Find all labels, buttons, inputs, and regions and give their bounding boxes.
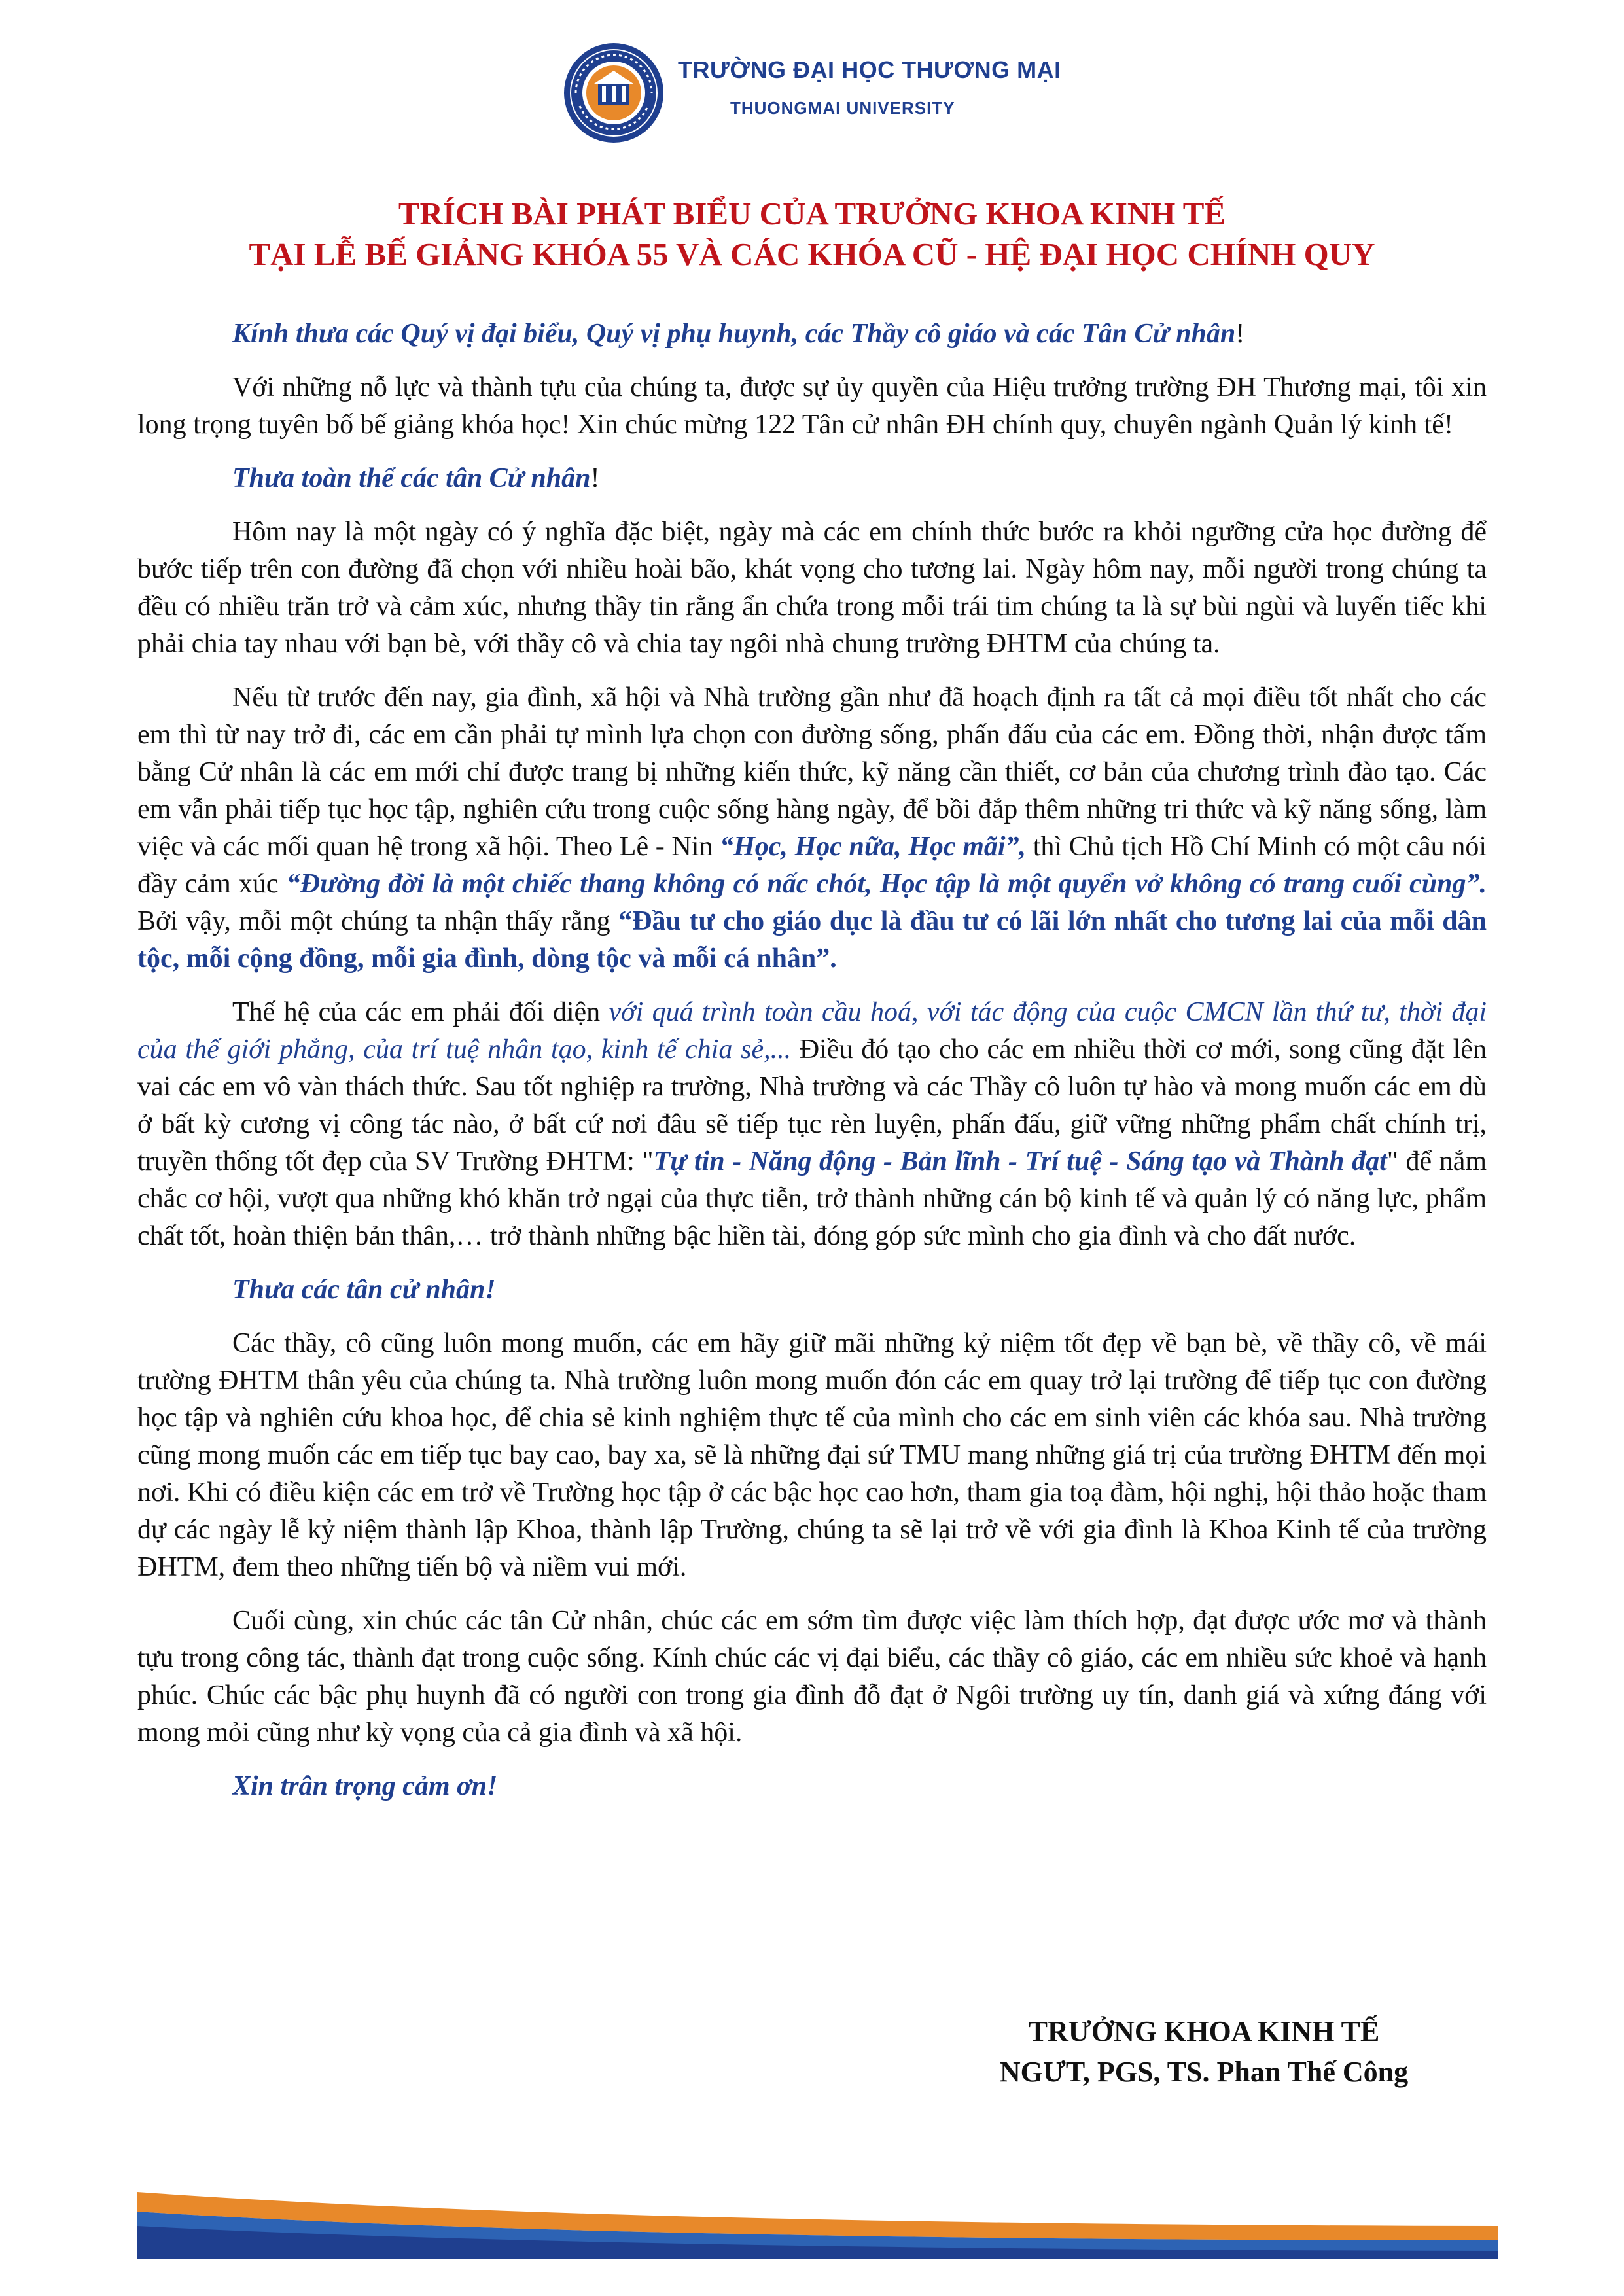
salutation-2-text: Thưa toàn thể các tân Cử nhân <box>232 463 591 493</box>
footer-wave-decoration <box>0 2185 1624 2264</box>
paragraph-3 <box>137 679 1487 978</box>
paragraph-4-text-b: Điều đó tạo cho các em nhiều thời cơ mới, song cũng đặt lên vai các em vô vàn thách thức. Sau tốt nghiệp ra trường, Nhà trường và các Thầy cô luôn tự hào và mong muốn các em dù ở bất kỳ cương vị công tác nào, ở bất cứ nơi đâu sẽ tiếp tục rèn luyện, phấn đấu, giữ vững những phẩm chất chính trị, truyền thống tốt đẹp của SV Trường ĐHTM: " <box>137 1034 1487 1176</box>
title-line-1: TRÍCH BÀI PHÁT BIỂU CỦA TRƯỞNG KHOA KINH TẾ <box>398 196 1226 232</box>
title-line-2: TẠI LỄ BẾ GIẢNG KHÓA 55 VÀ CÁC KHÓA CŨ - HỆ ĐẠI HỌC CHÍNH QUY <box>249 236 1375 272</box>
salutation-1-text: Kính thưa các Quý vị đại biểu, Quý vị phụ huynh, các Thầy cô giáo và các Tân Cử nhân <box>232 319 1236 349</box>
signature-block <box>942 2011 1466 2093</box>
university-seal-logo <box>561 41 666 145</box>
paragraph-3-text-b: thì Chủ tịch Hồ Chí Minh có một câu nói đầy cảm xúc <box>137 832 1487 899</box>
speech-body <box>137 315 1487 1822</box>
salutation-3: Thưa các tân cử nhân! <box>232 1275 496 1305</box>
signer-position: TRƯỞNG KHOA KINH TẾ <box>1028 2015 1380 2047</box>
paragraph-5: Các thầy, cô cũng luôn mong muốn, các em hãy giữ mãi những kỷ niệm tốt đẹp về bạn bè, về thầy cô, về mái trường ĐHTM thân yêu của chúng ta. Nhà trường luôn mong muốn đón các em quay trở lại trường để tiếp tục con đường học tập và nghiên cứu khoa học, để chia sẻ kinh nghiệm thực tế của mình cho các em sinh viên các khóa sau. Nhà trường cũng mong muốn các em tiếp tục bay cao, bay xa, sẽ là những đại sứ TMU mang những giá trị của trường ĐHTM đến mọi nơi. Khi có điều kiện các em trở về Trường học tập ở các bậc học cao hơn, tham gia toạ đàm, hội nghị, hội thảo hoặc tham dự các ngày lễ kỷ niệm thành lập Khoa, thành lập Trường, chúng ta sẽ lại trở về với gia đình là Khoa Kinh tế của trường ĐHTM, đem theo những tiến bộ và niềm vui mới. <box>137 1328 1487 1582</box>
paragraph-4-text-a: Thế hệ của các em phải đối diện <box>232 997 609 1027</box>
university-name: TRƯỜNG ĐẠI HỌC THƯƠNG MẠI <box>678 56 1061 83</box>
signer-name: NGƯT, PGS, TS. Phan Thế Công <box>999 2056 1409 2088</box>
university-name-english: THUONGMAI UNIVERSITY <box>730 98 955 118</box>
closing: Xin trân trọng cảm ơn! <box>232 1771 498 1801</box>
salutation-1-end: ! <box>1235 319 1245 349</box>
globalization-phrase: với quá trình toàn cầu hoá, với tác động của cuộc CMCN lần thứ tư, thời đại của thế giới phẳng, của trí tuệ nhân tạo, kinh tế chia sẻ,... <box>137 997 1487 1065</box>
paragraph-4-text-c: " để nắm chắc cơ hội, vượt qua những khó khăn trở ngại của thực tiễn, trở thành những cán bộ kinh tế và quản lý có năng lực, phẩm chất tốt, hoàn thiện bản thân,… trở thành những bậc hiền tài, đóng góp sức mình cho gia đình và cho đất nước. <box>137 1146 1487 1251</box>
paragraph-3-text-c: Bởi vậy, mỗi một chúng ta nhận thấy rằng <box>137 906 619 936</box>
paragraph-2: Hôm nay là một ngày có ý nghĩa đặc biệt, ngày mà các em chính thức bước ra khỏi ngưỡng cửa học đường để bước tiếp trên con đường đã chọn với nhiều hoài bão, khát vọng cho tương lai. Ngày hôm nay, mỗi người trong chúng ta đều có nhiều trăn trở và cảm xúc, nhưng thầy tin rằng ẩn chứa trong mỗi trái tim chúng ta là sự bùi ngùi và luyến tiếc khi phải chia tay nhau với bạn bè, với thầy cô và chia tay ngôi nhà chung trường ĐHTM của chúng ta. <box>137 517 1487 659</box>
salutation-2 <box>137 460 1487 497</box>
paragraph-3-text-a: Nếu từ trước đến nay, gia đình, xã hội và Nhà trường gần như đã hoạch định ra tất cả mọi điều tốt nhất cho các em thì từ nay trở đi, các em cần phải tự mình lựa chọn con đường sống, phấn đấu của các em. Đồng thời, nhận được tấm bằng Cử nhân là các em mới chỉ được trang bị những kiến thức, kỹ năng cần thiết, cơ bản của chương trình đào tạo. Các em vẫn phải tiếp tục học tập, nghiên cứu trong cuộc sống hàng ngày, để bồi đắp thêm những tri thức và kỹ năng sống, làm việc và các mối quan hệ trong xã hội. Theo Lê - Nin <box>137 682 1487 862</box>
salutation-1 <box>137 315 1487 353</box>
education-investment-quote: “Đầu tư cho giáo dục là đầu tư có lãi lớn nhất cho tương lai của mỗi dân tộc, mỗi cộng đồng, mỗi gia đình, dòng tộc và mỗi cá nhân”. <box>137 906 1487 974</box>
document-title <box>131 194 1493 275</box>
lenin-quote: “Học, Học nữa, Học mãi”, <box>720 832 1027 862</box>
paragraph-1: Với những nỗ lực và thành tựu của chúng ta, được sự ủy quyền của Hiệu trưởng trường ĐH Thương mại, tôi xin long trọng tuyên bố bế giảng khóa học! Xin chúc mừng 122 Tân cử nhân ĐH chính quy, chuyên ngành Quản lý kinh tế! <box>137 372 1487 440</box>
paragraph-6: Cuối cùng, xin chúc các tân Cử nhân, chúc các em sớm tìm được việc làm thích hợp, đạt được ước mơ và thành tựu trong công tác, thành đạt trong cuộc sống. Kính chúc các vị đại biểu, các thầy cô giáo, các em nhiều sức khoẻ và hạnh phúc. Chúc các bậc phụ huynh đã có người con trong gia đình đỗ đạt ở Ngôi trường uy tín, danh giá và xứng đáng với mong mỏi cũng như kỳ vọng của cả gia đình và xã hội. <box>137 1606 1487 1748</box>
salutation-2-end: ! <box>590 463 600 493</box>
letterhead <box>561 41 1098 152</box>
ho-chi-minh-quote: “Đường đời là một chiếc thang không có nấc chót, Học tập là một quyển vở không có trang cuối cùng”. <box>286 869 1487 899</box>
paragraph-4 <box>137 994 1487 1255</box>
university-motto: Tự tin - Năng động - Bản lĩnh - Trí tuệ - Sáng tạo và Thành đạt <box>653 1146 1387 1176</box>
